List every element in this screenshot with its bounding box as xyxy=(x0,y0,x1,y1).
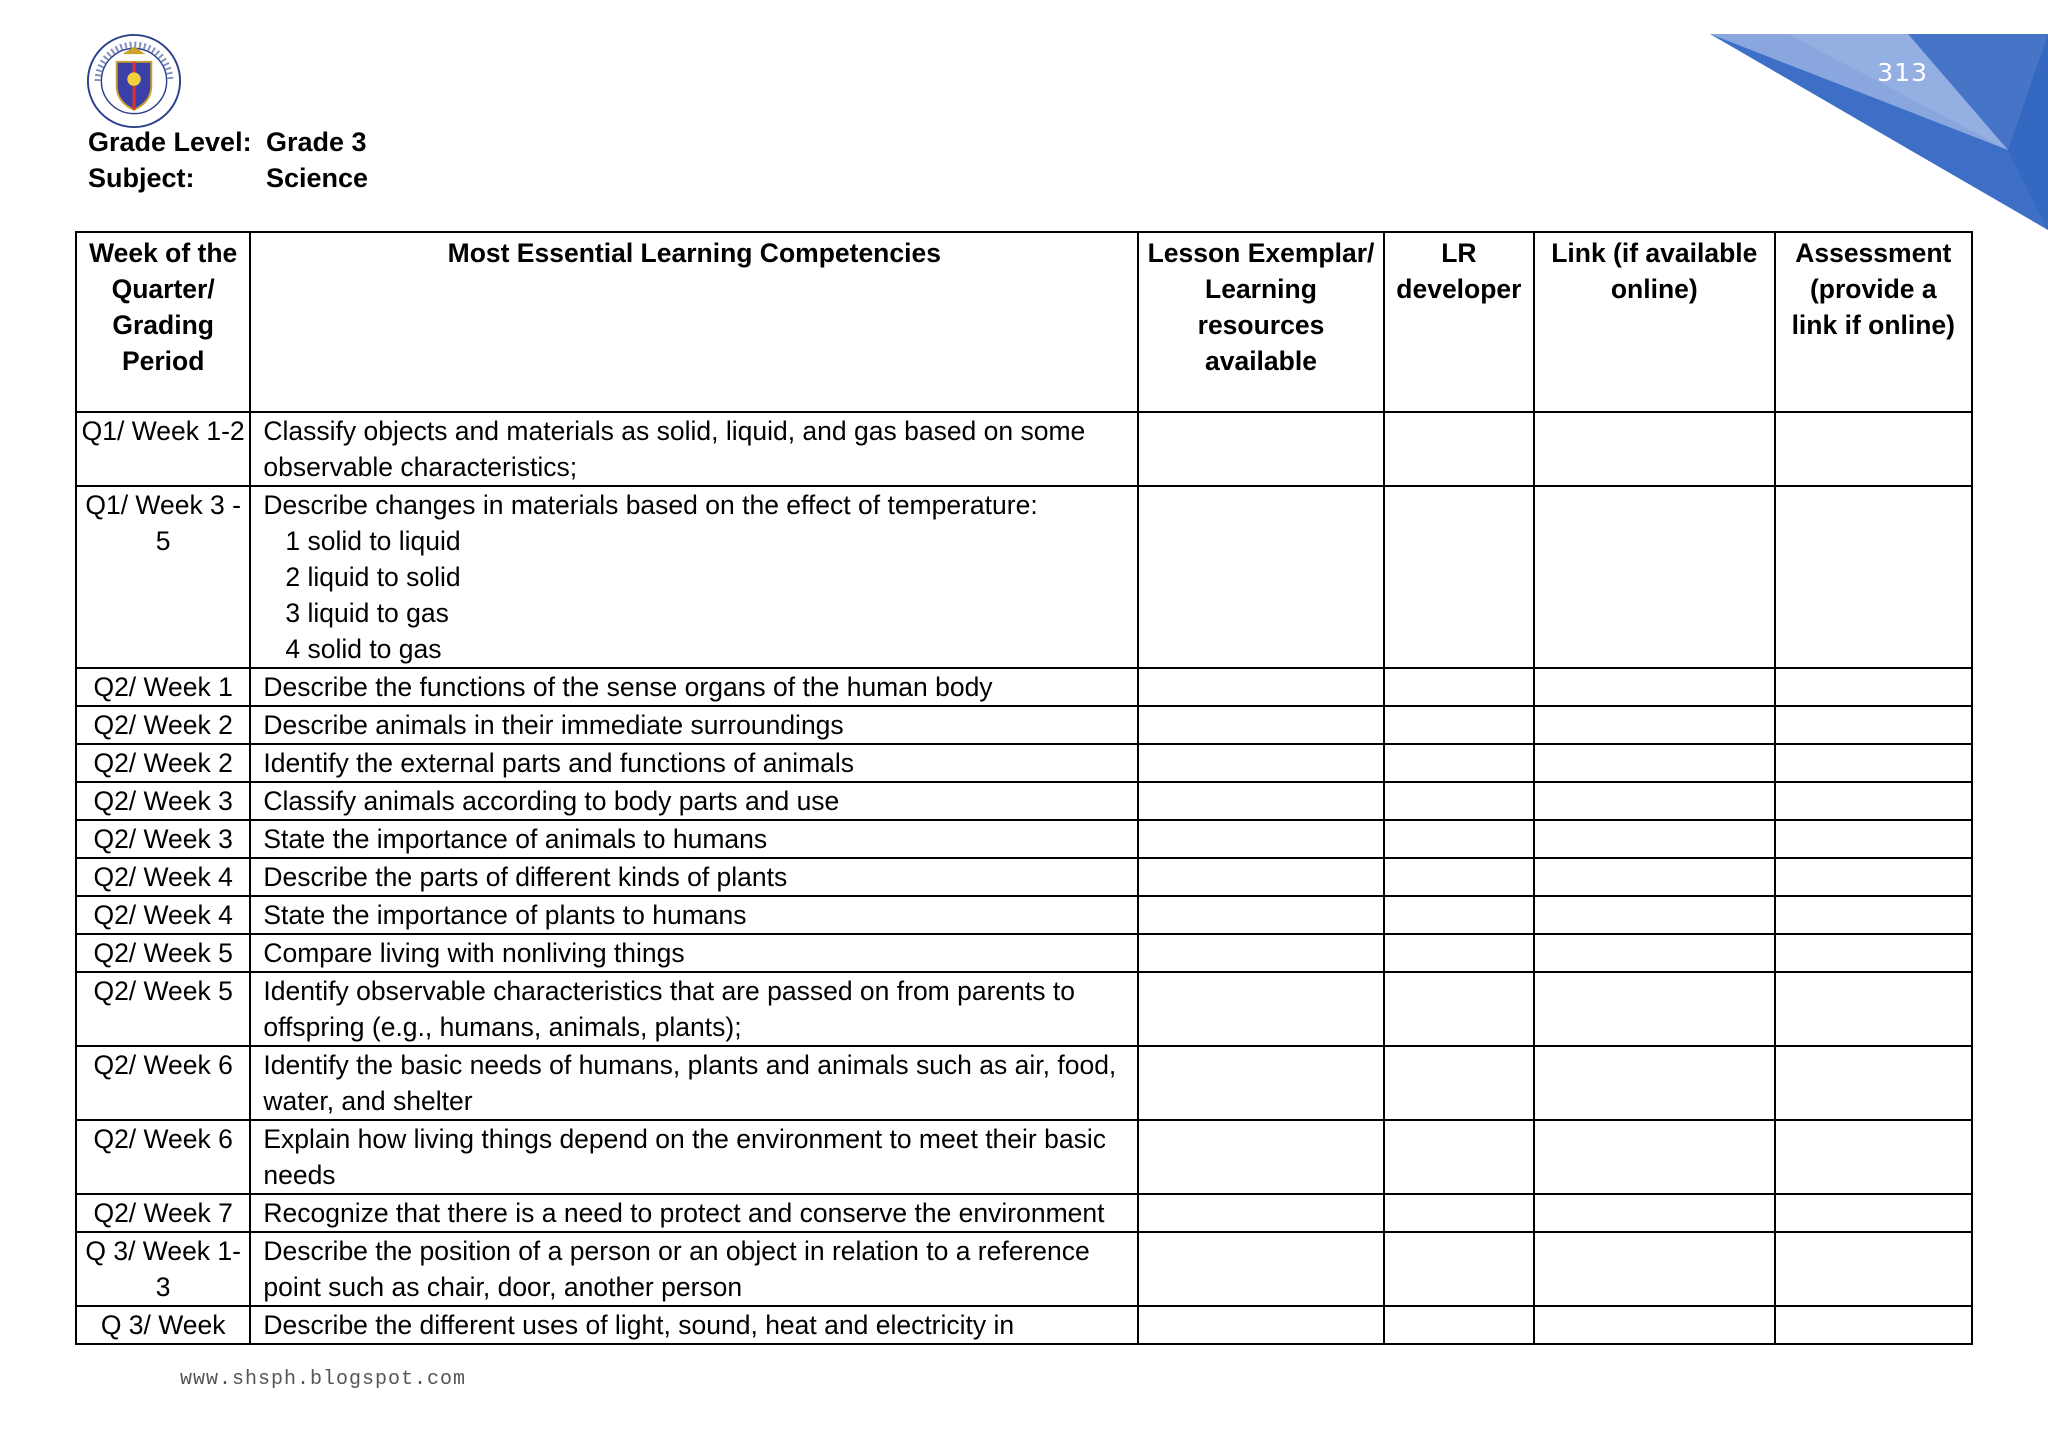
empty-cell xyxy=(1384,972,1534,1046)
empty-cell xyxy=(1775,782,1972,820)
empty-cell xyxy=(1138,706,1384,744)
grade-level-value: Grade 3 xyxy=(266,127,367,157)
week-cell: Q2/ Week 2 xyxy=(76,744,250,782)
empty-cell xyxy=(1138,1232,1384,1306)
competency-cell: Describe the parts of different kinds of plants xyxy=(250,858,1138,896)
table-row xyxy=(76,1046,1972,1120)
competency-cell: Describe the position of a person or an object in relation to a reference point such as chair, door, another person xyxy=(250,1232,1138,1306)
empty-cell xyxy=(1138,668,1384,706)
subject-label: Subject: xyxy=(88,163,195,193)
empty-cell xyxy=(1138,412,1384,486)
empty-cell xyxy=(1534,820,1775,858)
empty-cell xyxy=(1534,1120,1775,1194)
empty-cell xyxy=(1138,934,1384,972)
watermark: www.shsph.blogspot.com xyxy=(180,1368,467,1391)
header-assessment: Assessment (provide a link if online) xyxy=(1775,232,1972,412)
sub-item: 2 liquid to solid xyxy=(285,562,461,592)
empty-cell xyxy=(1775,486,1972,668)
competency-cell: State the importance of animals to humans xyxy=(250,820,1138,858)
table-row xyxy=(76,1232,1972,1306)
empty-cell xyxy=(1534,782,1775,820)
empty-cell xyxy=(1138,1194,1384,1232)
deped-seal-icon xyxy=(86,33,182,129)
empty-cell xyxy=(1384,706,1534,744)
empty-cell xyxy=(1534,972,1775,1046)
table-row xyxy=(76,668,1972,706)
empty-cell xyxy=(1534,934,1775,972)
empty-cell xyxy=(1384,934,1534,972)
empty-cell xyxy=(1775,1232,1972,1306)
empty-cell xyxy=(1384,858,1534,896)
competency-cell: State the importance of plants to humans xyxy=(250,896,1138,934)
empty-cell xyxy=(1534,1046,1775,1120)
empty-cell xyxy=(1534,706,1775,744)
week-cell: Q2/ Week 1 xyxy=(76,668,250,706)
empty-cell xyxy=(1534,668,1775,706)
empty-cell xyxy=(1775,744,1972,782)
empty-cell xyxy=(1775,1306,1972,1344)
week-cell: Q2/ Week 6 xyxy=(76,1046,250,1120)
header-lesson-exemplar: Lesson Exemplar/ Learning resources available xyxy=(1138,232,1384,412)
competency-cell: Describe animals in their immediate surroundings xyxy=(250,706,1138,744)
empty-cell xyxy=(1384,1306,1534,1344)
empty-cell xyxy=(1775,668,1972,706)
empty-cell xyxy=(1775,896,1972,934)
competency-cell: Describe the different uses of light, sound, heat and electricity in xyxy=(250,1306,1138,1344)
week-cell: Q2/ Week 4 xyxy=(76,896,250,934)
week-cell: Q 3/ Week xyxy=(76,1306,250,1344)
empty-cell xyxy=(1138,858,1384,896)
empty-cell xyxy=(1384,1232,1534,1306)
empty-cell xyxy=(1138,1120,1384,1194)
table-row xyxy=(76,1306,1972,1344)
page-number: 313 xyxy=(1877,58,1928,87)
empty-cell xyxy=(1138,1306,1384,1344)
table-row xyxy=(76,1194,1972,1232)
competency-cell: Explain how living things depend on the environment to meet their basic needs xyxy=(250,1120,1138,1194)
subject-value: Science xyxy=(266,163,369,193)
empty-cell xyxy=(1534,412,1775,486)
competency-cell: Compare living with nonliving things xyxy=(250,934,1138,972)
empty-cell xyxy=(1384,486,1534,668)
table-row xyxy=(76,412,1972,486)
empty-cell xyxy=(1138,744,1384,782)
empty-cell xyxy=(1534,896,1775,934)
empty-cell xyxy=(1138,486,1384,668)
week-cell: Q1/ Week 3 - 5 xyxy=(76,486,250,668)
week-cell: Q2/ Week 5 xyxy=(76,972,250,1046)
competency-cell xyxy=(250,486,1138,668)
empty-cell xyxy=(1384,744,1534,782)
empty-cell xyxy=(1534,486,1775,668)
competency-cell: Classify animals according to body parts and use xyxy=(250,782,1138,820)
table-row xyxy=(76,934,1972,972)
week-cell: Q2/ Week 4 xyxy=(76,858,250,896)
header-week: Week of the Quarter/ Grading Period xyxy=(76,232,250,412)
empty-cell xyxy=(1775,706,1972,744)
competency-cell: Identify the basic needs of humans, plants and animals such as air, food, water, and shelter xyxy=(250,1046,1138,1120)
document-meta xyxy=(88,124,368,196)
empty-cell xyxy=(1138,896,1384,934)
table-row xyxy=(76,706,1972,744)
empty-cell xyxy=(1384,668,1534,706)
subject-row xyxy=(88,160,368,196)
empty-cell xyxy=(1384,1120,1534,1194)
empty-cell xyxy=(1384,1194,1534,1232)
week-cell: Q2/ Week 6 xyxy=(76,1120,250,1194)
empty-cell xyxy=(1138,782,1384,820)
grade-level-row xyxy=(88,124,368,160)
week-cell: Q1/ Week 1-2 xyxy=(76,412,250,486)
competency-cell: Describe the functions of the sense organs of the human body xyxy=(250,668,1138,706)
empty-cell xyxy=(1775,972,1972,1046)
competency-cell: Recognize that there is a need to protect and conserve the environment xyxy=(250,1194,1138,1232)
empty-cell xyxy=(1384,896,1534,934)
table-header-row xyxy=(76,232,1972,412)
empty-cell xyxy=(1138,972,1384,1046)
sub-item: 3 liquid to gas xyxy=(285,598,449,628)
table-row xyxy=(76,486,1972,668)
header-link: Link (if available online) xyxy=(1534,232,1775,412)
empty-cell xyxy=(1384,782,1534,820)
table-row xyxy=(76,1120,1972,1194)
competency-cell: Classify objects and materials as solid, liquid, and gas based on some observable characteristics; xyxy=(250,412,1138,486)
empty-cell xyxy=(1775,858,1972,896)
competency-cell: Identify observable characteristics that are passed on from parents to offspring (e.g., humans, animals, plants); xyxy=(250,972,1138,1046)
week-cell: Q2/ Week 3 xyxy=(76,820,250,858)
table-row xyxy=(76,782,1972,820)
empty-cell xyxy=(1138,820,1384,858)
empty-cell xyxy=(1534,1306,1775,1344)
competency-text: Describe changes in materials based on the effect of temperature: xyxy=(263,490,1038,520)
empty-cell xyxy=(1775,934,1972,972)
empty-cell xyxy=(1534,1194,1775,1232)
empty-cell xyxy=(1775,1046,1972,1120)
sub-item: 4 solid to gas xyxy=(285,634,442,664)
week-cell: Q2/ Week 2 xyxy=(76,706,250,744)
empty-cell xyxy=(1775,820,1972,858)
week-cell: Q2/ Week 3 xyxy=(76,782,250,820)
table-row xyxy=(76,820,1972,858)
table-row xyxy=(76,858,1972,896)
header-lr-developer: LR developer xyxy=(1384,232,1534,412)
grade-level-label: Grade Level: xyxy=(88,127,252,157)
competency-cell: Identify the external parts and functions of animals xyxy=(250,744,1138,782)
table-row xyxy=(76,972,1972,1046)
empty-cell xyxy=(1775,1194,1972,1232)
sub-item: 1 solid to liquid xyxy=(285,526,461,556)
table-row xyxy=(76,896,1972,934)
empty-cell xyxy=(1384,1046,1534,1120)
empty-cell xyxy=(1534,858,1775,896)
header-competencies: Most Essential Learning Competencies xyxy=(250,232,1138,412)
melc-table xyxy=(75,231,1973,1345)
sub-item-list xyxy=(263,523,1131,667)
corner-decoration xyxy=(1488,0,2048,260)
empty-cell xyxy=(1534,1232,1775,1306)
empty-cell xyxy=(1775,1120,1972,1194)
empty-cell xyxy=(1384,820,1534,858)
empty-cell xyxy=(1138,1046,1384,1120)
empty-cell xyxy=(1775,412,1972,486)
table-row xyxy=(76,744,1972,782)
empty-cell xyxy=(1384,412,1534,486)
week-cell: Q2/ Week 5 xyxy=(76,934,250,972)
week-cell: Q2/ Week 7 xyxy=(76,1194,250,1232)
empty-cell xyxy=(1534,744,1775,782)
week-cell: Q 3/ Week 1-3 xyxy=(76,1232,250,1306)
